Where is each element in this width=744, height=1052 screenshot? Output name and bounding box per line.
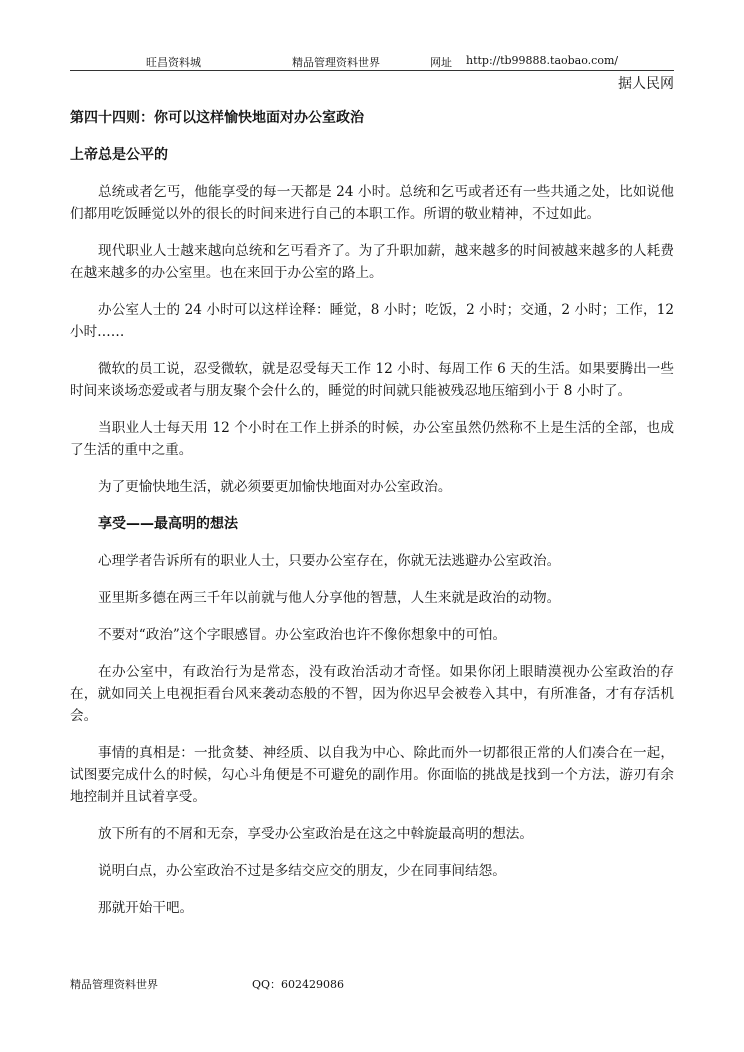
section-2-title: 享受——最高明的想法 [98, 516, 238, 532]
paragraph: 办公室人士的 24 小时可以这样诠释：睡觉，8 小时；吃饭，2 小时；交通，2 小时；工作，12 小时…… [70, 302, 674, 340]
paragraph: 事情的真相是：一批贪婪、神经质、以自我为中心、除此而外一切都很正常的人们凑合在一起，试图要完成什么的时候，勾心斗角便是不可避免的副作用。你面临的挑战是找到一个方法，游刃有余地控制并且试着享受。 [70, 745, 674, 805]
header-url-label: 网址 [430, 56, 452, 69]
paragraph: 微软的员工说，忍受微软，就是忍受每天工作 12 小时、每周工作 6 天的生活。如果要腾出一些时间来谈场恋爱或者与朋友聚个会什么的，睡觉的时间就只能被残忍地压缩到小于 8 小时了。 [70, 361, 674, 399]
paragraph: 亚里斯多德在两三千年以前就与他人分享他的智慧，人生来就是政治的动物。 [98, 590, 561, 606]
footer-qq: QQ：602429086 [252, 978, 345, 991]
paragraph: 在办公室中，有政治行为是常态，没有政治活动才奇怪。如果你闭上眼睛漠视办公室政治的存在，就如同关上电视拒看台风来袭动态般的不智，因为你迟早会被卷入其中，有所准备，才有存活机会。 [70, 664, 674, 724]
paragraph: 放下所有的不屑和无奈，享受办公室政治是在这之中斡旋最高明的想法。 [98, 826, 533, 842]
header-url[interactable]: http://tb99888.taobao.com/ [466, 54, 619, 67]
paragraph: 总统或者乞丐，他能享受的每一天都是 24 小时。总统和乞丐或者还有一些共通之处，比如说他们都用吃饭睡觉以外的很长的时间来进行自己的本职工作。所谓的敬业精神，不过如此。 [70, 184, 674, 222]
paragraph: 现代职业人士越来越向总统和乞丐看齐了。为了升职加薪，越来越多的时间被越来越多的人耗费在越来越多的办公室里。也在来回于办公室的路上。 [70, 243, 674, 281]
paragraph: 说明白点，办公室政治不过是多结交应交的朋友，少在同事间结怨。 [98, 863, 506, 879]
section-1-title: 上帝总是公平的 [70, 147, 168, 163]
paragraph: 为了更愉快地生活，就必须要更加愉快地面对办公室政治。 [98, 479, 452, 495]
document-heading: 第四十四则：你可以这样愉快地面对办公室政治 [70, 110, 364, 126]
page-header [70, 50, 674, 71]
header-shop: 旺昌资料城 [146, 56, 201, 69]
header-title: 精品管理资料世界 [292, 56, 380, 69]
paragraph: 当职业人士每天用 12 个小时在工作上拼杀的时候，办公室虽然仍然称不上是生活的全部，也成了生活的重中之重。 [70, 420, 674, 458]
document-body [70, 107, 674, 934]
paragraph: 不要对“政治”这个字眼感冒。办公室政治也许不像你想象中的可怕。 [98, 627, 507, 643]
paragraph: 那就开始干吧。 [98, 900, 194, 916]
paragraph: 心理学者告诉所有的职业人士，只要办公室存在，你就无法逃避办公室政治。 [98, 553, 561, 569]
footer-title: 精品管理资料世界 [70, 978, 158, 991]
source-note: 据人民网 [618, 76, 674, 92]
